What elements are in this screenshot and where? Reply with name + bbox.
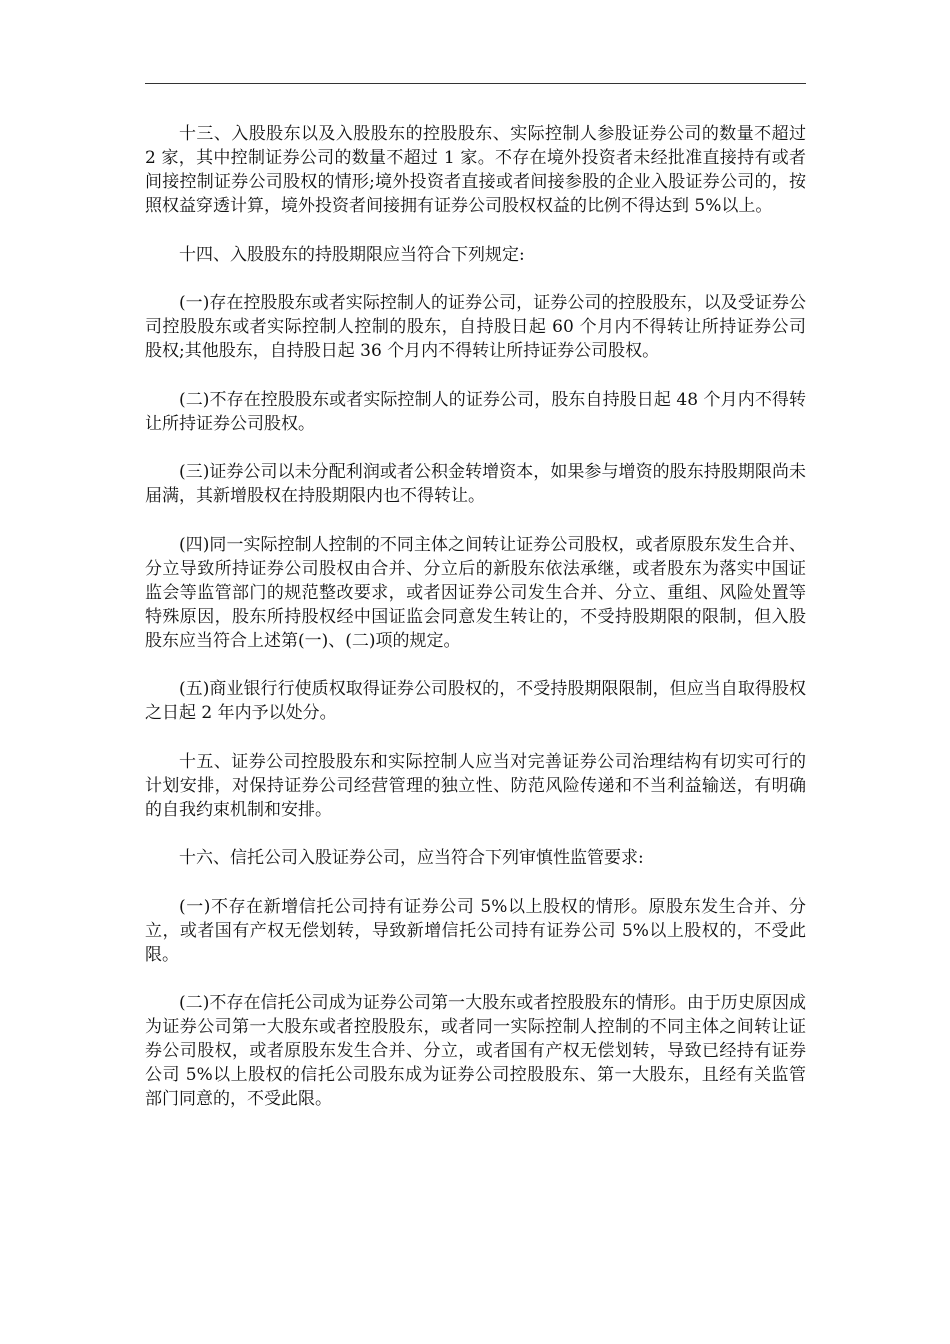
paragraph-14-item-4: (四)同一实际控制人控制的不同主体之间转让证券公司股权，或者原股东发生合并、分立导致所持证券公司股权由合并、分立后的新股东依法承继，或者股东为落实中国证监会等监管部门的规范整改要求，或者因证券公司发生合并、分立、重组、风险处置等特殊原因，股东所持股权经中国证监会同意发生转让的，不受持股期限的限制，但入股股东应当符合上述第(一)、(二)项的规定。	[145, 534, 806, 651]
paragraph-14: 十四、入股股东的持股期限应当符合下列规定:	[179, 244, 525, 265]
paragraph-14-item-1: (一)存在控股股东或者实际控制人的证券公司，证券公司的控股股东，以及受证券公司控股股东或者实际控制人控制的股东，自持股日起 60 个月内不得转让所持证券公司股权;其他股东，自持股日起 36 个月内不得转让所持证券公司股权。	[145, 293, 806, 361]
paragraph-14-item-3: (三)证券公司以未分配利润或者公积金转增资本，如果参与增资的股东持股期限尚未届满，其新增股权在持股期限内也不得转让。	[145, 462, 806, 506]
paragraph-14-item-2: (二)不存在控股股东或者实际控制人的证券公司，股东自持股日起 48 个月内不得转让所持证券公司股权。	[145, 389, 806, 434]
paragraph-15: 十五、证券公司控股股东和实际控制人应当对完善证券公司治理结构有切实可行的计划安排，对保持证券公司经营管理的独立性、防范风险传递和不当利益输送，有明确的自我约束机制和安排。	[145, 751, 806, 820]
paragraph-16: 十六、信托公司入股证券公司，应当符合下列审慎性监管要求:	[179, 848, 644, 868]
paragraph-16-item-2: (二)不存在信托公司成为证券公司第一大股东或者控股股东的情形。由于历史原因成为证券公司第一大股东或者控股股东，或者同一实际控制人控制的不同主体之间转让证券公司股权，或者原股东发生合并、分立，或者国有产权无偿划转，导致已经持有证券公司 5%以上股权的信托公司股东成为证券公司控股股东、第一大股东，且经有关监管部门同意的，不受此限。	[145, 993, 806, 1109]
paragraph-14-item-5: (五)商业银行行使质权取得证券公司股权的，不受持股期限限制，但应当自取得股权之日起 2 年内予以处分。	[145, 679, 806, 723]
paragraph-16-item-1: (一)不存在新增信托公司持有证券公司 5%以上股权的情形。原股东发生合并、分立，或者国有产权无偿划转，导致新增信托公司持有证券公司 5%以上股权的，不受此限。	[145, 896, 806, 965]
paragraph-13: 十三、入股股东以及入股股东的控股股东、实际控制人参股证券公司的数量不超过 2 家，其中控制证券公司的数量不超过 1 家。不存在境外投资者未经批准直接持有或者间接控制证券公司股权的情形;境外投资者直接或者间接参股的企业入股证券公司的，按照权益穿透计算，境外投资者间接拥有证券公司股权权益的比例不得达到 5%以上。	[145, 124, 806, 216]
document-body	[145, 122, 806, 1136]
header-rule	[145, 83, 806, 84]
